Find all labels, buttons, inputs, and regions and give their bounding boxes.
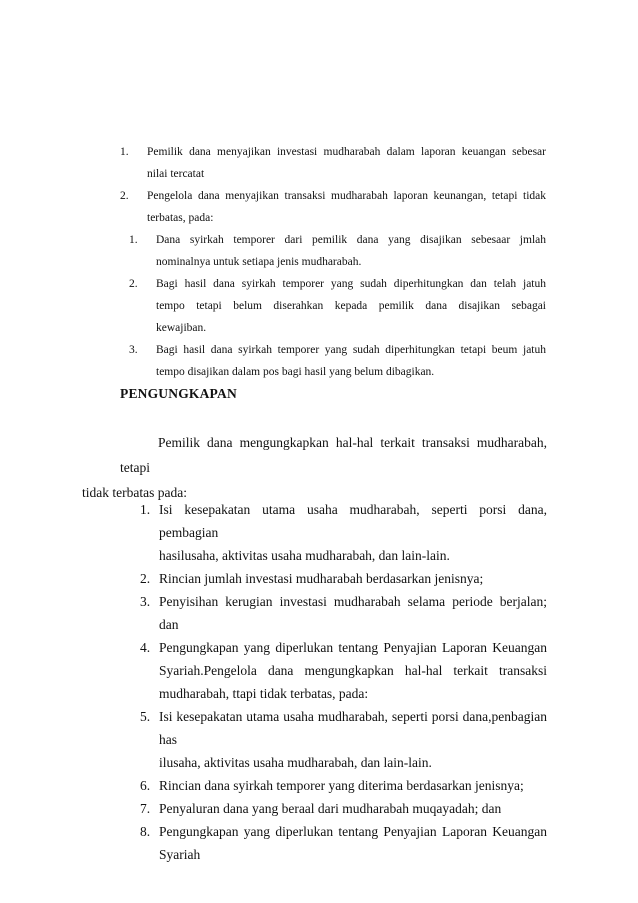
- list-item-line: Bagi hasil dana syirkah temporer yang sudah diperhitungkan dan telah jatuh: [156, 278, 546, 290]
- list-number: 3.: [129, 344, 138, 356]
- list-item-line: ilusaha, aktivitas usaha mudharabah, dan lain-lain.: [159, 755, 432, 770]
- list-number: 3.: [140, 594, 151, 609]
- list-number: 8.: [140, 824, 151, 839]
- list-item: [120, 636, 547, 705]
- presentation-list: [120, 141, 546, 383]
- list-item-line: Pengungkapan yang diperlukan tentang Penyajian Laporan Keuangan: [159, 640, 547, 655]
- list-number: 4.: [140, 640, 151, 655]
- list-number: 6.: [140, 778, 151, 793]
- list-item-line: Rincian jumlah investasi mudharabah berdasarkan jenisnya;: [159, 571, 484, 586]
- list-item-line: Pengelola dana menyajikan transaksi mudharabah laporan keunangan, tetapi tidak: [147, 190, 546, 202]
- list-item-line: Rincian dana syirkah temporer yang diterima berdasarkan jenisnya;: [159, 778, 524, 793]
- list-item-line: Syariah: [159, 847, 201, 862]
- list-item-line: terbatas, pada:: [147, 212, 214, 224]
- list-item-line: Penyisihan kerugian investasi mudharabah selama periode berjalan; dan: [159, 594, 547, 632]
- list-item-line: Isi kesepakatan utama usaha mudharabah, seperti porsi dana,penbagian has: [159, 709, 547, 747]
- list-item: [120, 590, 547, 636]
- list-item: [120, 141, 546, 185]
- list-number: 2.: [129, 278, 138, 290]
- list-item-line: hasilusaha, aktivitas usaha mudharabah, dan lain-lain.: [159, 548, 450, 563]
- list-number: 2.: [120, 190, 129, 202]
- list-number: 7.: [140, 801, 151, 816]
- list-number: 2.: [140, 571, 151, 586]
- list-item: [120, 498, 547, 567]
- sub-list: [120, 229, 546, 383]
- list-item-line: mudharabah, ttapi tidak terbatas, pada:: [159, 686, 369, 701]
- disclosure-list: [120, 498, 547, 866]
- list-item-line: Penyaluran dana yang beraal dari mudharabah muqayadah; dan: [159, 801, 502, 816]
- sub-list-item: [120, 339, 546, 383]
- list-number: 1.: [140, 502, 151, 517]
- list-item-line: Syariah.Pengelola dana mengungkapkan hal-hal terkait transaksi: [159, 663, 547, 678]
- list-item: [120, 820, 547, 866]
- list-item: [120, 797, 547, 820]
- list-item: [120, 567, 547, 590]
- list-item-line: kewajiban.: [156, 322, 207, 334]
- body-paragraph: [82, 430, 547, 505]
- list-item-line: Pemilik dana menyajikan investasi mudharabah dalam laporan keuangan sebesar: [147, 146, 546, 158]
- list-number: 1.: [129, 234, 138, 246]
- sub-list-item: [120, 273, 546, 339]
- list-item-line: Dana syirkah temporer dari pemilik dana yang disajikan sebesaar jmlah: [156, 234, 546, 246]
- list-item-line: nominalnya untuk setiapa jenis mudharabah.: [156, 256, 362, 268]
- list-item: [120, 774, 547, 797]
- section-heading: PENGUNGKAPAN: [120, 386, 237, 401]
- list-item-line: Isi kesepakatan utama usaha mudharabah, seperti porsi dana, pembagian: [159, 502, 547, 540]
- list-item-line: tempo disajikan dalam pos bagi hasil yang belum dibagikan.: [156, 366, 435, 378]
- list-item-line: nilai tercatat: [147, 168, 205, 180]
- list-item: [120, 185, 546, 383]
- paragraph-line: Pemilik dana mengungkapkan hal-hal terkait transaksi mudharabah, tetapi: [120, 435, 547, 475]
- list-item-line: tempo tetapi belum diserahkan kepada pemilik dana disajikan sebagai: [156, 300, 546, 312]
- list-item: [120, 705, 547, 774]
- sub-list-item: [120, 229, 546, 273]
- list-item-line: Pengungkapan yang diperlukan tentang Penyajian Laporan Keuangan: [159, 824, 547, 839]
- list-number: 1.: [120, 146, 129, 158]
- list-number: 5.: [140, 709, 151, 724]
- paragraph-line: tidak terbatas pada:: [82, 485, 187, 500]
- list-item-line: Bagi hasil dana syirkah temporer yang sudah diperhitungkan tetapi beum jatuh: [156, 344, 546, 356]
